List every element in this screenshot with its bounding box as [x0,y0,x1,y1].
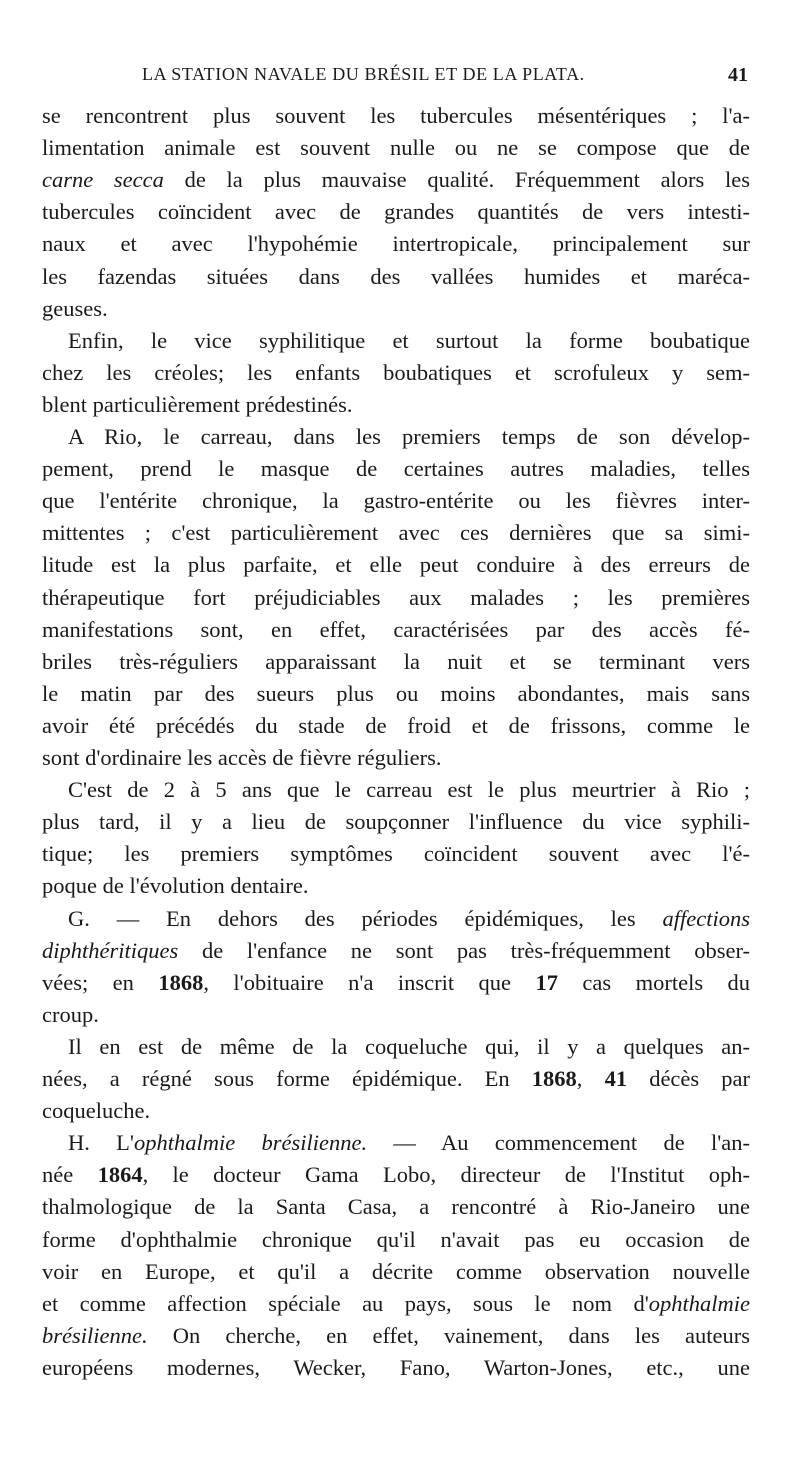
text-line [68,1031,750,1063]
text-span: voir en Europe, et qu'il a décrite comme observation nouvelle [42,1258,750,1284]
text-span: et comme affection spéciale au pays, sous le nom d' [42,1290,649,1316]
text-line [42,710,750,742]
italic-text-span: ophthalmie brésilienne. [133,1130,368,1156]
bold-number-span: 41 [604,1066,628,1091]
text-line [68,1127,750,1159]
text-line [42,742,750,774]
italic-text-span: affections [662,905,750,931]
text-line [68,421,750,453]
bold-number-span: 1868 [158,969,204,995]
text-span: mittentes ; c'est particulièrement avec ces dernières que sa simi- [42,520,750,546]
text-line [42,164,750,196]
text-line [42,935,750,967]
text-line [42,357,750,389]
text-line [42,614,750,646]
text-line [42,485,750,517]
text-span: née [42,1162,98,1188]
text-line [42,999,750,1031]
text-line [42,1095,750,1127]
text-span: geuses. [42,295,108,321]
text-span: Enfin, le vice syphilitique et surtout la forme boubatique [68,327,750,353]
text-line [42,582,750,614]
text-line [42,549,750,581]
text-span: que l'entérite chronique, la gastro-entérite ou les fièvres inter- [42,488,750,514]
text-span: C'est de 2 à 5 ans que le carreau est le plus meurtrier à Rio ; [68,777,750,803]
text-span: naux et avec l'hypohémie intertropicale, principalement sur [42,231,750,257]
text-span: de la plus mauvaise qualité. Fréquemment alors les [163,167,750,193]
text-line [68,903,750,935]
text-line [42,228,750,260]
text-span: poque de l'évolution dentaire. [42,873,309,899]
text-span: décès par [627,1066,751,1091]
text-span: cas mortels du [557,969,751,995]
text-span: sont d'ordinaire les accès de fièvre réguliers. [42,745,442,770]
page-number: 41 [728,64,748,86]
text-line [42,196,750,228]
text-span: litude est la plus parfaite, et elle peut conduire à des erreurs de [42,552,750,578]
italic-text-span: brésilienne. [42,1322,148,1348]
text-span: nées, a régné sous forme épidémique. En [42,1066,532,1091]
text-line [42,838,750,870]
text-span: le matin par des sueurs plus ou moins abondantes, mais sans [42,680,750,706]
text-span: On cherche, en effet, vainement, dans les auteurs [147,1322,750,1348]
text-line [42,389,750,421]
bold-number-span: 1864 [97,1162,143,1188]
text-line [42,967,750,999]
bold-number-span: 17 [535,969,558,995]
text-span: — Au commencement de l'an- [367,1130,751,1156]
text-line [42,453,750,485]
text-line [42,132,750,164]
text-span: H. L' [68,1130,134,1156]
text-line [42,1224,750,1256]
text-line [42,870,750,902]
text-line [42,1256,750,1288]
text-span: manifestations sont, en effet, caractérisées par des accès fé- [42,616,750,642]
text-span: G. — En dehors des périodes épidémiques, les [68,905,663,931]
text-span: , le docteur Gama Lobo, directeur de l'Institut oph- [142,1162,750,1188]
text-span: vées; en [42,969,159,995]
text-span: Il en est de même de la coqueluche qui, il y a quelques an- [68,1033,750,1059]
text-line [42,261,750,293]
text-span: limentation animale est souvent nulle ou ne se compose que de [42,135,750,161]
text-span: forme d'ophthalmie chronique qu'il n'avait pas eu occasion de [42,1226,750,1252]
text-span: , l'obituaire n'a inscrit que [203,969,536,995]
text-span: plus tard, il y a lieu de soupçonner l'influence du vice syphili- [42,809,750,835]
text-line [42,1288,750,1320]
text-span: de l'enfance ne sont pas très-fréquemment obser- [178,937,750,963]
text-span: , [576,1066,605,1091]
text-span: A Rio, le carreau, dans les premiers temps de son dévelop- [68,424,750,449]
text-line [42,100,750,132]
text-span: les fazendas situées dans des vallées humides et maréca- [42,263,750,289]
running-title: LA STATION NAVALE DU BRÉSIL ET DE LA PLATA. [142,64,585,84]
italic-text-span: diphthéritiques [42,937,179,963]
text-span: pement, prend le masque de certaines autres maladies, telles [42,456,750,482]
text-span: se rencontrent plus souvent les tubercules mésentériques ; l'a- [42,103,750,128]
text-span: tubercules coïncident avec de grandes quantités de vers intesti- [42,199,750,225]
text-line [68,774,750,806]
text-line [42,806,750,838]
text-line [42,517,750,549]
text-span: croup. [42,1001,99,1027]
italic-text-span: ophthalmie [648,1290,750,1316]
page-header [30,64,748,94]
text-span: coqueluche. [42,1098,151,1124]
text-span: blent particulièrement prédestinés. [42,391,353,417]
text-line [42,293,750,325]
text-span: tique; les premiers symptômes coïncident souvent avec l'é- [42,841,750,867]
text-line [42,1320,750,1352]
text-line [68,325,750,357]
text-line [42,678,750,710]
text-line [42,646,750,678]
text-line [42,1352,750,1384]
text-line [42,1191,750,1223]
text-span: avoir été précédés du stade de froid et de frissons, comme le [42,712,750,738]
text-line [42,1159,750,1191]
text-span: thalmologique de la Santa Casa, a rencontré à Rio-Janeiro une [42,1194,750,1220]
italic-text-span: carne secca [42,167,164,193]
text-span: briles très-réguliers apparaissant la nuit et se terminant vers [42,648,750,674]
bold-number-span: 1868 [531,1066,577,1091]
text-line [42,1063,750,1095]
text-span: européens modernes, Wecker, Fano, Warton-Jones, etc., une [42,1354,750,1380]
text-span: chez les créoles; les enfants boubatiques et scrofuleux y sem- [42,359,750,385]
text-span: thérapeutique fort préjudiciables aux malades ; les premières [42,584,750,610]
